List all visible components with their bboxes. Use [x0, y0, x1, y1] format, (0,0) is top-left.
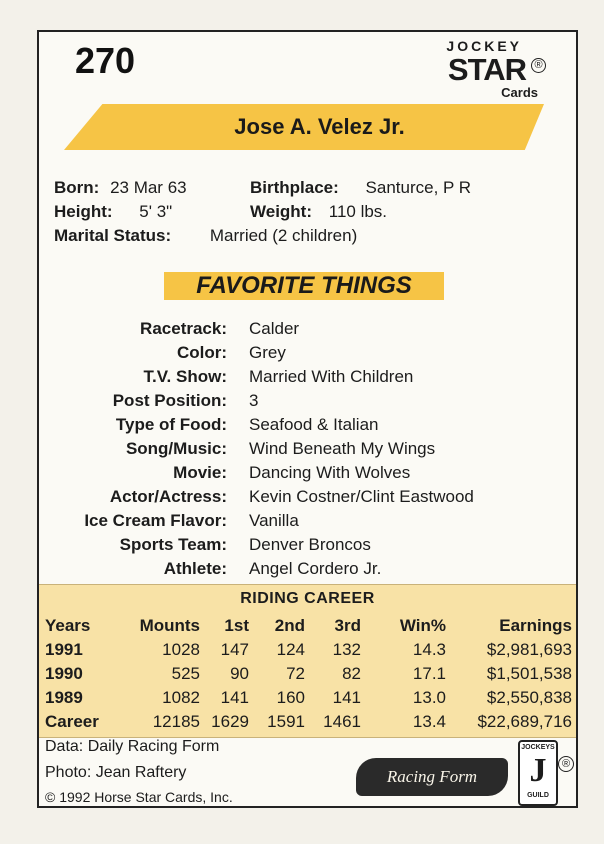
favorite-row — [39, 415, 580, 439]
cell-earnings: $2,550,838 — [486, 688, 572, 707]
logo-cards-text: Cards — [501, 85, 538, 100]
cell-3rd: 141 — [332, 688, 361, 707]
height-value: 5' 3" — [139, 202, 173, 221]
weight-label: Weight: — [250, 202, 313, 221]
favorite-value: Grey — [249, 343, 286, 362]
favorite-label: Color: — [176, 343, 227, 362]
birthplace-value: Santurce, P R — [365, 178, 472, 197]
cell-3rd: 132 — [332, 640, 361, 659]
marital-row — [54, 226, 357, 246]
favorite-row — [39, 463, 580, 487]
favorite-value: Dancing With Wolves — [249, 463, 411, 482]
copyright: © 1992 Horse Star Cards, Inc. — [45, 789, 233, 805]
cell-year: 1991 — [45, 640, 83, 659]
favorite-value: 3 — [249, 391, 259, 410]
cell-2nd: 72 — [286, 664, 305, 683]
favorite-value: Vanilla — [249, 511, 299, 530]
favorite-row — [39, 391, 580, 415]
career-row — [39, 688, 576, 712]
card-number: 270 — [75, 40, 136, 81]
header-3rd: 3rd — [334, 616, 361, 635]
header-1st: 1st — [224, 616, 249, 635]
favorite-value: Seafood & Italian — [249, 415, 379, 434]
cell-mounts: 1028 — [162, 640, 200, 659]
jockey-name: Jose A. Velez Jr. — [234, 114, 405, 139]
logo-jockey-text: JOCKEY — [446, 38, 522, 54]
favorite-label: Type of Food: — [115, 415, 227, 434]
favorite-label: Song/Music: — [125, 439, 227, 458]
cell-earnings: $22,689,716 — [477, 712, 572, 731]
cell-year: 1990 — [45, 664, 83, 683]
birthplace-label: Birthplace: — [250, 178, 339, 197]
birthplace-row — [250, 178, 471, 198]
cell-1st: 90 — [230, 664, 249, 683]
weight-row — [250, 202, 387, 222]
logo-star-text: STAR — [447, 52, 526, 87]
favorite-value: Married With Children — [249, 367, 414, 386]
header-mounts: Mounts — [139, 616, 200, 635]
favorite-value: Angel Cordero Jr. — [249, 559, 382, 578]
cell-1st: 141 — [220, 688, 249, 707]
favorite-value: Kevin Costner/Clint Eastwood — [249, 487, 474, 506]
favorite-row — [39, 367, 580, 391]
guild-bottom-text: GUILD — [527, 792, 549, 799]
height-label: Height: — [54, 202, 113, 221]
cell-3rd: 82 — [342, 664, 361, 683]
favorite-label: Athlete: — [163, 559, 227, 578]
career-row — [39, 640, 576, 664]
cell-mounts: 12185 — [152, 712, 200, 731]
favorite-value: Calder — [249, 319, 300, 338]
cell-3rd: 1461 — [323, 712, 361, 731]
favorite-value: Wind Beneath My Wings — [249, 439, 436, 458]
guild-letter: J — [529, 752, 547, 789]
header-years: Years — [45, 616, 91, 635]
cell-win-pct: 13.0 — [412, 688, 446, 707]
favorite-label: Ice Cream Flavor: — [84, 511, 227, 530]
height-row — [54, 202, 172, 222]
favorite-row — [39, 439, 580, 463]
header-2nd: 2nd — [274, 616, 305, 635]
favorite-label: Post Position: — [112, 391, 227, 410]
favorite-label: Racetrack: — [140, 319, 227, 338]
favorite-label: Actor/Actress: — [109, 487, 227, 506]
cell-1st: 1629 — [211, 712, 249, 731]
favorite-row — [39, 343, 580, 367]
cell-earnings: $1,501,538 — [486, 664, 572, 683]
born-row — [54, 178, 187, 198]
favorite-label: Movie: — [173, 463, 227, 482]
marital-value: Married (2 children) — [209, 226, 358, 245]
career-row — [39, 712, 576, 736]
racing-form-logo: Racing Form — [356, 758, 508, 796]
favorite-row — [39, 319, 580, 343]
cell-2nd: 1591 — [267, 712, 305, 731]
favorite-label: Sports Team: — [119, 535, 227, 554]
career-title: RIDING CAREER — [240, 590, 375, 607]
favorite-row — [39, 559, 580, 583]
registered-mark-icon: ® — [558, 756, 574, 772]
career-row — [39, 664, 576, 688]
favorite-value: Denver Broncos — [249, 535, 371, 554]
weight-value: 110 lbs. — [328, 202, 388, 221]
photo-credit: Photo: Jean Raftery — [45, 764, 187, 781]
cell-2nd: 124 — [276, 640, 305, 659]
born-label: Born: — [54, 178, 100, 197]
born-value: 23 Mar 63 — [110, 178, 187, 197]
riding-career-table — [39, 584, 576, 738]
career-header-row — [39, 616, 576, 640]
jockey-star-logo — [436, 36, 554, 102]
registered-mark-icon: ® — [531, 58, 546, 73]
cell-win-pct: 13.4 — [412, 712, 446, 731]
data-credit: Data: Daily Racing Form — [45, 738, 220, 755]
trading-card — [37, 30, 578, 808]
cell-mounts: 525 — [171, 664, 200, 683]
header-earnings: Earnings — [499, 616, 572, 635]
cell-1st: 147 — [220, 640, 249, 659]
cell-year: Career — [45, 712, 99, 731]
marital-label: Marital Status: — [54, 226, 172, 245]
cell-win-pct: 17.1 — [412, 664, 446, 683]
cell-mounts: 1082 — [162, 688, 200, 707]
cell-earnings: $2,981,693 — [486, 640, 572, 659]
cell-year: 1989 — [45, 688, 83, 707]
guild-top-text: JOCKEYS — [521, 744, 555, 751]
header-win-pct: Win% — [399, 616, 446, 635]
cell-win-pct: 14.3 — [412, 640, 446, 659]
favorite-label: T.V. Show: — [143, 367, 227, 386]
favorite-row — [39, 535, 580, 559]
cell-2nd: 160 — [276, 688, 305, 707]
favorite-row — [39, 511, 580, 535]
favorites-title: FAVORITE THINGS — [196, 272, 412, 299]
favorite-row — [39, 487, 580, 511]
jockeys-guild-logo — [518, 740, 558, 806]
